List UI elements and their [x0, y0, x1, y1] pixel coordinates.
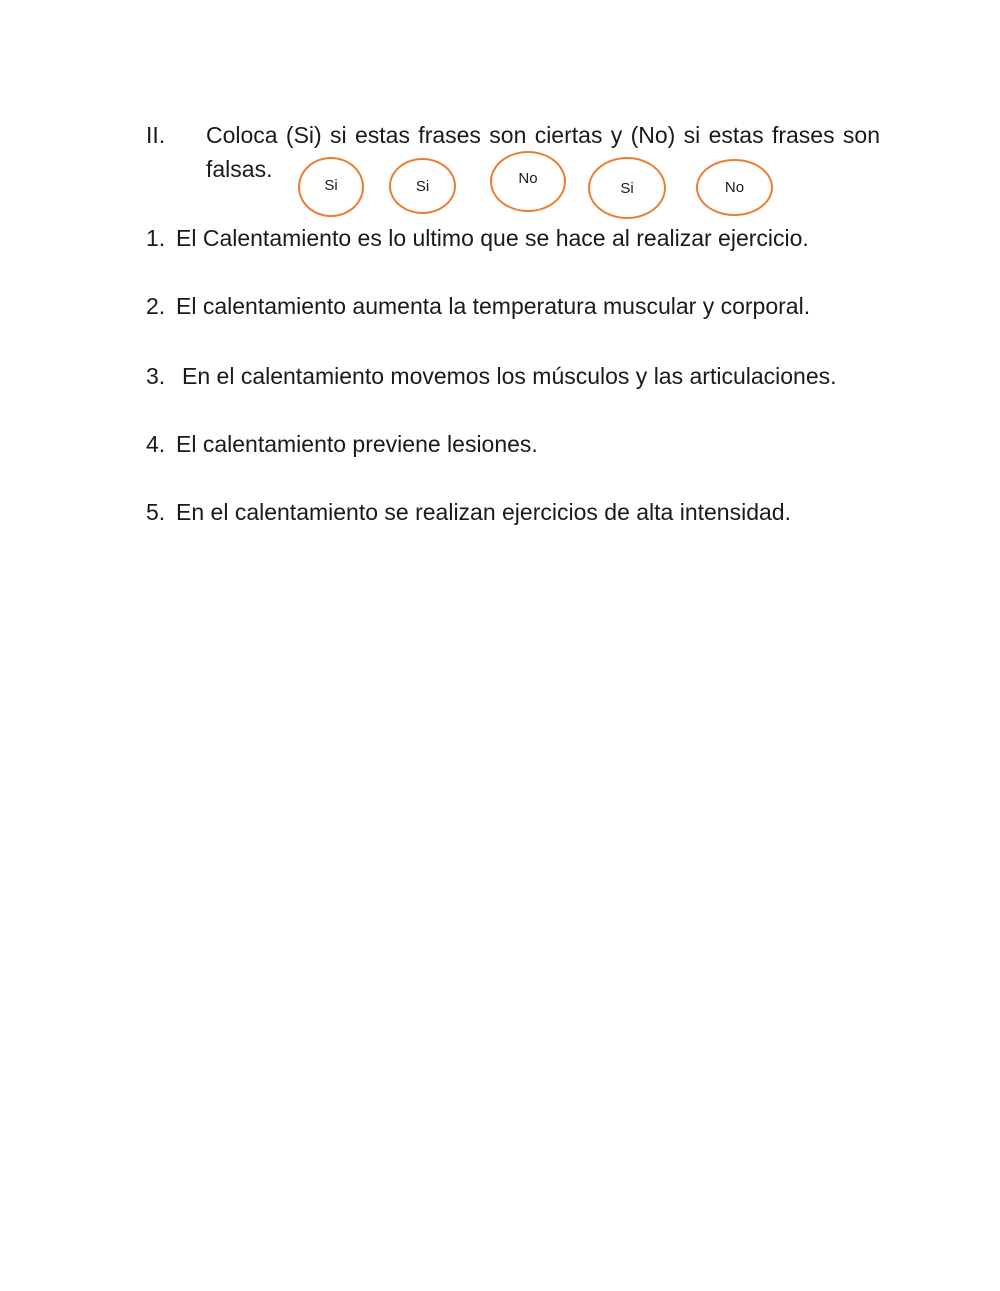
statement-text: En el calentamiento movemos los músculos y las articulaciones.	[182, 363, 837, 389]
answer-label-4: Si	[620, 179, 634, 197]
statement-text: El Calentamiento es lo ultimo que se hace al realizar ejercicio.	[176, 225, 809, 251]
statement-text: El calentamiento previene lesiones.	[176, 431, 538, 457]
section-number: II.	[146, 122, 166, 148]
statement-number: 5.	[146, 499, 166, 525]
answer-label-5: No	[724, 179, 745, 196]
answer-label-3: No	[518, 170, 538, 187]
answer-bubble-2[interactable]	[389, 158, 456, 214]
statement-1	[146, 223, 809, 253]
statement-5	[146, 497, 791, 527]
statement-2	[146, 291, 810, 321]
statement-number: 2.	[146, 293, 166, 319]
answer-bubble-3[interactable]	[490, 151, 566, 212]
section-instruction: Coloca (Si) si estas frases son ciertas y (No) si estas frases son falsas.	[206, 122, 880, 182]
statement-number: 4.	[146, 431, 166, 457]
statement-4	[146, 429, 538, 459]
answer-label-1: Si	[324, 176, 338, 194]
statement-number: 3.	[146, 363, 166, 389]
answer-bubble-1[interactable]	[298, 157, 364, 217]
answer-bubble-4[interactable]	[588, 157, 666, 219]
statement-3	[146, 361, 837, 391]
answer-label-2: Si	[415, 177, 430, 195]
answer-bubble-5[interactable]	[696, 159, 773, 216]
statement-text: El calentamiento aumenta la temperatura muscular y corporal.	[176, 293, 811, 319]
statement-text: En el calentamiento se realizan ejercicios de alta intensidad.	[176, 499, 791, 525]
statement-number: 1.	[146, 225, 166, 251]
